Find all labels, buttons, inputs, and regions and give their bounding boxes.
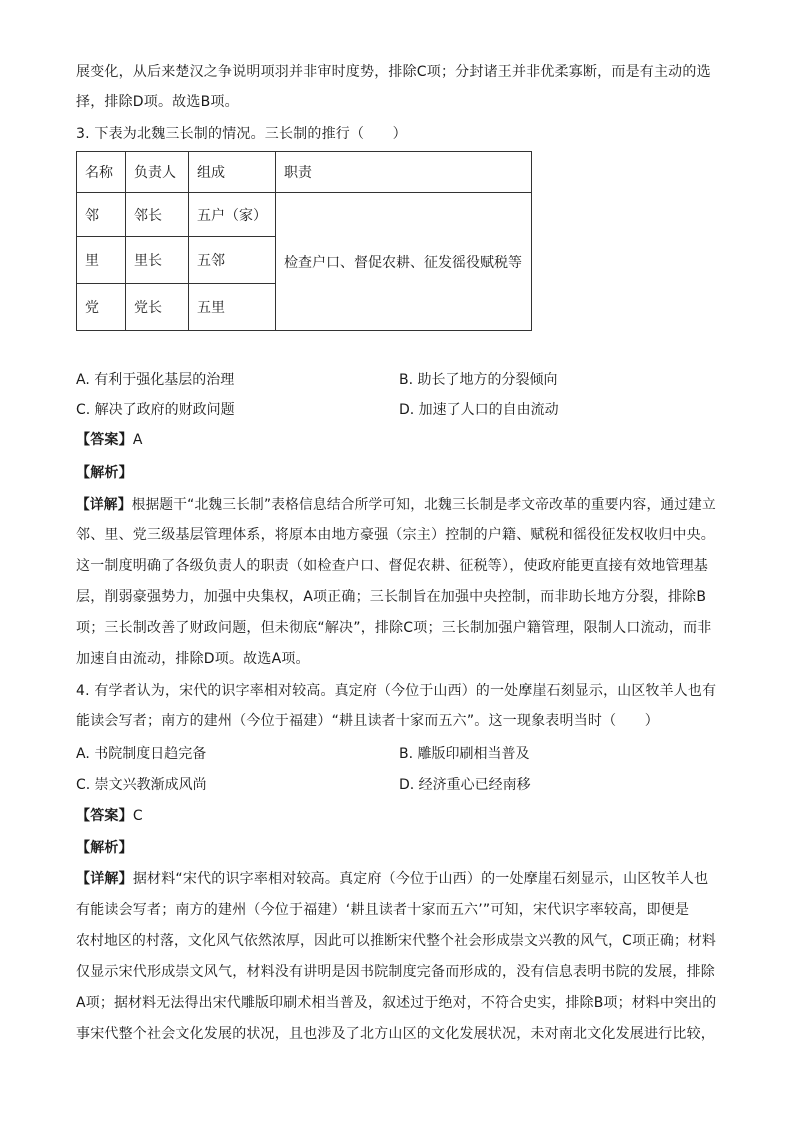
- header-leader: 负责人: [126, 152, 189, 193]
- q4-answer: [76, 806, 143, 826]
- detail-label: 【详解】: [76, 497, 132, 513]
- question-4-stem-line-2: 能读会写者；南方的建州（今位于福建）“耕且读者十家而五六”。这一现象表明当时（ ）: [76, 713, 659, 729]
- table-row: [77, 193, 532, 237]
- q3-detail-line: 层，削弱豪强势力，加强中央集权，A项正确；三长制旨在加强中央控制，而非助长地方分裂，排除B: [76, 589, 707, 605]
- q4-detail-line: 仅显示宋代形成崇文风气，材料没有讲明是因书院制度完备而形成的，没有信息表明书院的发展，排除: [76, 964, 715, 980]
- q3-detail-line: 这一制度明确了各级负责人的职责（如检查户口、督促农耕、征税等），使政府能更直接有效地管理基: [76, 558, 708, 574]
- q4-detail-line: [76, 869, 708, 889]
- detail-text: 根据题干“北魏三长制”表格信息结合所学可知，北魏三长制是孝文帝改革的重要内容，通过建立: [131, 497, 716, 513]
- q3-answer: [76, 430, 143, 450]
- q3-detail-line: 加速自由流动，排除D项。故选A项。: [76, 651, 310, 667]
- q4-detail-line: 农村地区的村落，文化风气依然浓厚，因此可以推断宋代整个社会形成崇文兴教的风气，C项正确；材料: [76, 933, 716, 949]
- cell-leader: 邻长: [126, 193, 189, 237]
- q3-option-b: B. 助长了地方的分裂倾向: [399, 372, 558, 388]
- q4-detail-line: 有能读会写者；南方的建州（今位于福建）‘耕且读者十家而五六’”可知，宋代识字率较高，即便是: [76, 902, 690, 918]
- q3-detail-line: [76, 495, 716, 515]
- question-4-stem-line-1: 4. 有学者认为，宋代的识字率相对较高。真定府（今位于山西）的一处摩崖石刻显示，山区牧羊人也有: [76, 683, 717, 699]
- q4-analysis-label: 【解析】: [76, 840, 133, 856]
- cell-leader: 党长: [126, 284, 189, 331]
- q3-detail-line: 邻、里、党三级基层管理体系，将原本由地方豪强（宗主）控制的户籍、赋税和徭役征发权收归中央。: [76, 527, 715, 543]
- prev-analysis-line-1: 展变化，从后来楚汉之争说明项羽并非审时度势，排除C项；分封诸王并非优柔寡断，而是有主动的选: [76, 64, 711, 80]
- cell-duty: 检查户口、督促农耕、征发徭役赋税等: [276, 193, 532, 331]
- q3-analysis-label: 【解析】: [76, 465, 133, 481]
- cell-leader: 里长: [126, 237, 189, 284]
- cell-name: 邻: [77, 193, 126, 237]
- answer-label: 【答案】: [76, 432, 133, 448]
- cell-composition: 五户（家）: [189, 193, 276, 237]
- answer-value: A: [132, 432, 143, 448]
- three-chief-system-table: [76, 151, 532, 331]
- q3-option-c: C. 解决了政府的财政问题: [76, 402, 235, 418]
- header-composition: 组成: [189, 152, 276, 193]
- cell-composition: 五里: [189, 284, 276, 331]
- answer-value: C: [132, 808, 143, 824]
- cell-composition: 五邻: [189, 237, 276, 284]
- q4-option-c: C. 崇文兴教渐成风尚: [76, 777, 207, 793]
- header-name: 名称: [77, 152, 126, 193]
- q3-detail-line: 项；三长制改善了财政问题，但未彻底“解决”，排除C项；三长制加强户籍管理，限制人口流动，而非: [76, 620, 712, 636]
- q4-option-d: D. 经济重心已经南移: [399, 777, 531, 793]
- cell-name: 党: [77, 284, 126, 331]
- cell-name: 里: [77, 237, 126, 284]
- detail-label: 【详解】: [76, 871, 133, 887]
- table-header-row: [77, 152, 532, 193]
- detail-text: 据材料“宋代的识字率相对较高。真定府（今位于山西）的一处摩崖石刻显示，山区牧羊人也: [132, 871, 709, 887]
- q4-option-a: A. 书院制度日趋完备: [76, 746, 207, 762]
- prev-analysis-line-2: 择，排除D项。故选B项。: [76, 94, 239, 110]
- answer-label: 【答案】: [76, 808, 133, 824]
- q3-option-d: D. 加速了人口的自由流动: [399, 402, 559, 418]
- q4-option-b: B. 雕版印刷相当普及: [399, 746, 530, 762]
- header-duty: 职责: [276, 152, 532, 193]
- q4-detail-line: 事宋代整个社会文化发展的状况，且也涉及了北方山区的文化发展状况，未对南北文化发展进行比较，: [76, 1026, 715, 1042]
- q4-detail-line: A项；据材料无法得出宋代雕版印刷术相当普及，叙述过于绝对，不符合史实，排除B项；材料中突出的: [76, 995, 717, 1011]
- question-3-stem: 3. 下表为北魏三长制的情况。三长制的推行（ ）: [76, 126, 407, 142]
- q3-option-a: A. 有利于强化基层的治理: [76, 372, 235, 388]
